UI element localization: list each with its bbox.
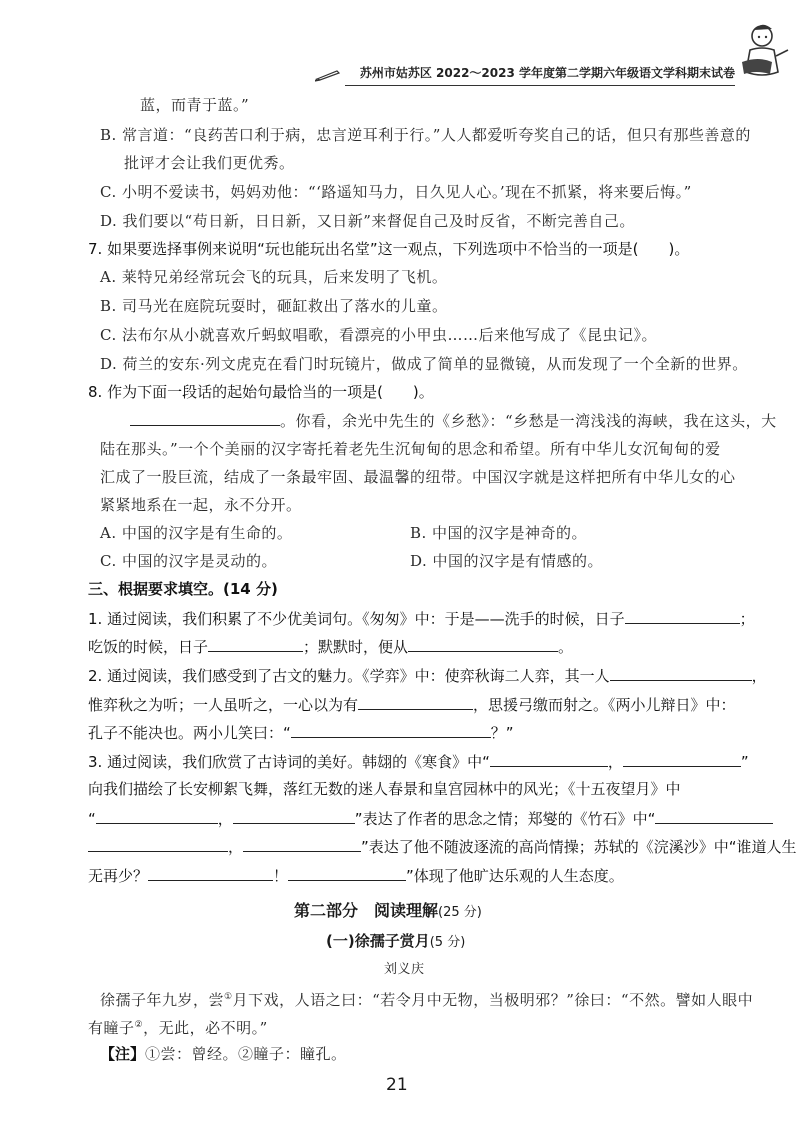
s3-q2-text2a: 惟弈秋之为听；一人虽听之，一心以为有	[88, 696, 359, 714]
q8-stem: 8. 作为下面一段话的起始句最恰当的一项是( )。	[88, 383, 434, 401]
s3-q2-text2b: ，思援弓缴而射之。《两小儿辩日》中：	[473, 696, 736, 714]
s3-q3-text3b: ，	[217, 810, 233, 828]
passage-text1b: 月下戏，人语之曰：“若令月中无物，当极明邪？”徐曰：“不然。譬如人眼中	[232, 991, 754, 1009]
pen-icon	[315, 68, 341, 82]
s3-q3-text1b: ，	[607, 753, 623, 771]
s3-q3-text1a: 3. 通过阅读，我们欣赏了古诗词的美好。韩翃的《寒食》中“	[88, 753, 490, 771]
q7-stem: 7. 如果要选择事例来说明“玩也能玩出名堂”这一观点，下列选项中不恰当的一项是( )。	[88, 240, 690, 258]
q7-option-b: B. 司马光在庭院玩耍时，砸缸救出了落水的儿童。	[100, 297, 448, 315]
s3-q2-text1b: ，	[751, 667, 767, 685]
q6-option-c: C. 小明不爱读书，妈妈劝他：“‘路遥知马力，日久见人心。’现在不抓紧，将来要后悔。”	[100, 183, 692, 201]
s3-q3-blank5[interactable]	[655, 808, 773, 824]
passage-score: (5 分)	[429, 935, 466, 950]
s3-q3-text1c: ”	[740, 753, 749, 771]
s3-q1-text2a: 吃饭的时候，日子	[88, 638, 209, 656]
s3-q3-blank7[interactable]	[243, 836, 361, 852]
s3-q3-text5c: ”体现了他旷达乐观的人生态度。	[406, 867, 624, 885]
s3-q2-line2	[88, 694, 736, 715]
notes-text: ①尝：曾经。②瞳子：瞳孔。	[145, 1045, 347, 1063]
s3-q3-line1	[88, 751, 749, 772]
s3-q3-text3c: ”表达了作者的思念之情；郑燮的《竹石》中“	[354, 810, 656, 828]
passage-title-text: (一)徐孺子赏月	[326, 932, 430, 950]
reading-boy-illustration-icon	[732, 20, 792, 84]
passage-notes	[100, 1044, 347, 1064]
s3-q3-line5	[88, 865, 624, 886]
passage-text1: 徐孺子年九岁，尝	[100, 991, 225, 1009]
s3-q3-blank1[interactable]	[490, 751, 608, 767]
s3-q3-blank2[interactable]	[623, 751, 741, 767]
q8-paragraph-line2: 陆在那头。”一个个美丽的汉字寄托着老先生沉甸甸的思念和希望。所有中华儿女沉甸甸的爱	[100, 440, 721, 458]
header-rule	[345, 85, 735, 86]
s3-q2-blank2[interactable]	[358, 694, 473, 710]
q8-blank[interactable]	[130, 410, 280, 426]
s3-q1-text2c: 。	[558, 638, 574, 656]
s3-q3-line3	[88, 808, 773, 829]
passage-line1	[100, 987, 753, 1010]
q8-option-c: C. 中国的汉字是灵动的。	[100, 552, 277, 570]
s3-q1-blank2[interactable]	[208, 636, 303, 652]
passage-text2a: 有瞳子	[88, 1019, 135, 1037]
s3-q2-text3a: 孔子不能决也。两小儿笑曰：“	[88, 724, 291, 742]
s3-q2-blank1[interactable]	[610, 665, 752, 681]
q8-paragraph-line1	[130, 410, 777, 431]
s3-q3-text4a: ，	[228, 838, 244, 856]
s3-q1-comma: ；	[739, 610, 755, 628]
s3-q3-line4	[88, 836, 797, 857]
part2-title-text: 第二部分 阅读理解	[294, 901, 439, 920]
s3-q2-line3	[88, 722, 514, 743]
passage-line2	[88, 1015, 268, 1038]
s3-q1-line1	[88, 608, 755, 629]
passage-author: 刘义庆	[384, 962, 425, 977]
q8-paragraph-line3: 汇成了一股巨流，结成了一条最牢固、最温馨的纽带。中国汉字就是这样把所有中华儿女的心	[100, 468, 736, 486]
s3-q2-text1a: 2. 通过阅读，我们感受到了古文的魅力。《学弈》中：使弈秋诲二人弈，其一人	[88, 667, 610, 685]
passage-note2-marker: ②	[134, 1020, 144, 1030]
s3-q3-blank8[interactable]	[148, 865, 273, 881]
s3-q3-text4b: ”表达了他不随波逐流的高尚情操；苏轼的《浣溪沙》中“谁道人生	[361, 838, 797, 856]
q7-option-c: C. 法布尔从小就喜欢斤蚂蚁唱歌，看漂亮的小甲虫……后来他写成了《昆虫记》。	[100, 326, 657, 344]
s3-q2-text3b: ？”	[490, 724, 514, 742]
s3-q3-blank6[interactable]	[88, 836, 228, 852]
header-title: 苏州市姑苏区 2022～2023 学年度第二学期六年级语文学科期末试卷	[359, 66, 735, 80]
s3-q3-blank3[interactable]	[96, 808, 218, 824]
part2-title	[294, 898, 482, 921]
q8-paragraph-line4: 紧紧地系在一起，永不分开。	[100, 496, 302, 514]
s3-q2-blank3[interactable]	[291, 722, 491, 738]
s3-q2-line1	[88, 665, 767, 686]
section3-title: 三、根据要求填空。(14 分)	[88, 580, 278, 598]
page-header	[345, 60, 735, 86]
q8-option-b: B. 中国的汉字是神奇的。	[410, 524, 588, 542]
q6-option-d: D. 我们要以“苟日新，日日新，又日新”来督促自己及时反省，不断完善自己。	[100, 212, 635, 230]
s3-q3-text3a: “	[88, 810, 96, 828]
s3-q1-blank1[interactable]	[625, 608, 740, 624]
notes-label: 【注】	[100, 1045, 146, 1063]
q6-option-b-line2: 批评才会让我们更优秀。	[124, 154, 295, 172]
s3-q3-text5b: ！	[273, 867, 289, 885]
s3-q3-text5a: 无再少？	[88, 867, 149, 885]
q7-option-a: A. 莱特兄弟经常玩会飞的玩具，后来发明了飞机。	[100, 268, 448, 286]
part2-score: (25 分)	[438, 905, 482, 920]
s3-q1-blank3[interactable]	[408, 636, 558, 652]
q8-option-d: D. 中国的汉字是有情感的。	[410, 552, 604, 570]
q7-option-d: D. 荷兰的安东·列文虎克在看门时玩镜片，做成了简单的显微镜，从而发现了一个全新的世界。	[100, 355, 748, 373]
s3-q1-line2	[88, 636, 573, 657]
s3-q1-text2b: ；默默时，便从	[303, 638, 409, 656]
passage-text2b: ，无此，必不明。”	[143, 1019, 268, 1037]
page-number: 21	[386, 1075, 408, 1095]
s3-q1-text1: 1. 通过阅读，我们积累了不少优美词句。《匆匆》中：于是——洗手的时候，日子	[88, 610, 625, 628]
q6-option-b-line1: B. 常言道：“良药苦口利于病，忠言逆耳利于行。”人人都爱听夸奖自己的话，但只有那些善意的	[100, 126, 751, 144]
q6-a-line-end: 蓝，而青于蓝。”	[140, 96, 250, 114]
q8-option-a: A. 中国的汉字是有生命的。	[100, 524, 293, 542]
s3-q3-blank9[interactable]	[288, 865, 406, 881]
passage-title	[326, 930, 465, 951]
s3-q3-line2: 向我们描绘了长安柳絮飞舞，落红无数的迷人春景和皇宫园林中的风光；《十五夜望月》中	[88, 780, 681, 798]
q8-paragraph-text1: 。你看，余光中先生的《乡愁》：“乡愁是一湾浅浅的海峡，我在这头，大	[280, 412, 777, 430]
s3-q3-blank4[interactable]	[233, 808, 355, 824]
passage-note1-marker: ①	[224, 992, 233, 1002]
